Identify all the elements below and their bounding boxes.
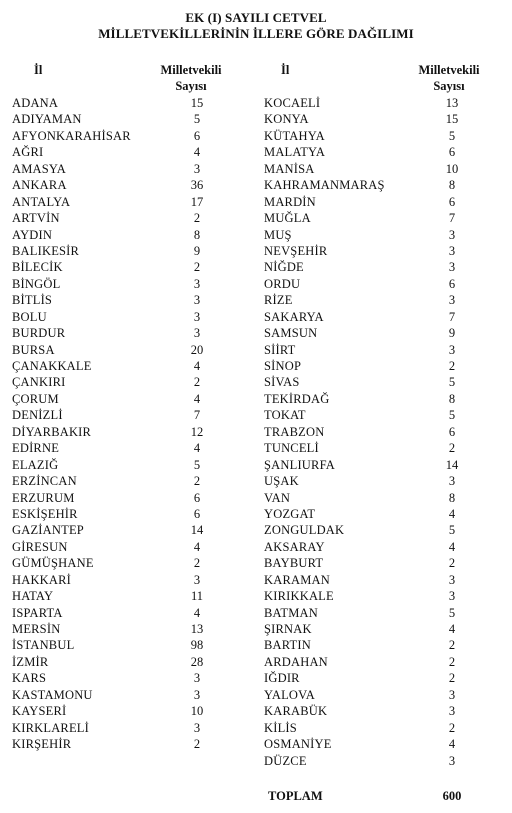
deputy-count: 3 bbox=[193, 720, 201, 735]
province-row bbox=[12, 621, 252, 637]
province-name: ARTVİN bbox=[12, 211, 60, 226]
province-row bbox=[12, 128, 252, 144]
deputy-count: 2 bbox=[448, 556, 456, 571]
province-name: MARDİN bbox=[264, 194, 316, 209]
deputy-count: 2 bbox=[448, 359, 456, 373]
province-row bbox=[264, 194, 504, 210]
deputy-count: 6 bbox=[448, 145, 456, 160]
deputy-count: 8 bbox=[448, 391, 456, 406]
deputy-count: 3 bbox=[193, 309, 201, 324]
province-row bbox=[12, 670, 252, 686]
deputy-count: 3 bbox=[448, 572, 456, 587]
province-row bbox=[264, 407, 504, 423]
deputy-count: 20 bbox=[190, 342, 204, 357]
province-row bbox=[12, 490, 252, 506]
deputy-count: 3 bbox=[448, 227, 456, 242]
province-row bbox=[12, 358, 252, 374]
province-row bbox=[264, 111, 504, 127]
province-name: TRABZON bbox=[264, 424, 325, 439]
province-row bbox=[264, 720, 504, 736]
province-row bbox=[12, 144, 252, 160]
province-name: ZONGULDAK bbox=[264, 523, 345, 538]
deputy-count: 5 bbox=[193, 457, 201, 472]
province-name: ADIYAMAN bbox=[12, 112, 82, 127]
deputy-count: 8 bbox=[193, 227, 201, 242]
province-row bbox=[264, 703, 504, 719]
province-name: VAN bbox=[264, 490, 291, 505]
province-name: BALIKESİR bbox=[12, 243, 80, 258]
province-row bbox=[12, 407, 252, 423]
province-name: ÇANKIRI bbox=[12, 375, 66, 390]
deputy-count: 98 bbox=[190, 638, 204, 653]
deputy-count: 3 bbox=[448, 342, 456, 357]
deputy-count: 4 bbox=[193, 145, 201, 160]
province-name: YALOVA bbox=[264, 687, 315, 702]
deputy-count: 3 bbox=[193, 293, 201, 308]
deputy-count: 8 bbox=[448, 490, 456, 505]
province-row bbox=[264, 424, 504, 440]
province-row bbox=[264, 161, 504, 177]
deputy-count: 4 bbox=[193, 391, 201, 406]
province-name: BATMAN bbox=[264, 605, 318, 620]
province-name: SAKARYA bbox=[264, 309, 324, 324]
province-name: KİLİS bbox=[264, 720, 297, 735]
deputy-count: 3 bbox=[448, 243, 456, 258]
deputy-count: 2 bbox=[193, 737, 201, 752]
province-name: TUNCELİ bbox=[264, 441, 319, 456]
deputy-count: 6 bbox=[193, 506, 201, 521]
total-value: 600 bbox=[442, 789, 462, 803]
deputy-count: 3 bbox=[448, 293, 456, 308]
deputy-count: 5 bbox=[448, 408, 456, 423]
deputy-count: 7 bbox=[448, 211, 456, 226]
province-row bbox=[12, 342, 252, 358]
deputy-count: 15 bbox=[190, 96, 204, 110]
province-name: BURSA bbox=[12, 342, 55, 357]
province-row bbox=[264, 753, 504, 769]
province-name: AFYONKARAHİSAR bbox=[12, 128, 131, 143]
deputy-count: 14 bbox=[190, 523, 204, 538]
province-name: GAZİANTEP bbox=[12, 523, 84, 538]
province-name: RİZE bbox=[264, 293, 293, 308]
province-name: BOLU bbox=[12, 309, 47, 324]
province-row bbox=[12, 177, 252, 193]
left-province-header: İl bbox=[34, 63, 43, 77]
province-name: SİİRT bbox=[264, 342, 296, 357]
deputy-count: 3 bbox=[448, 704, 456, 719]
province-name: ŞANLIURFA bbox=[264, 457, 336, 472]
province-row bbox=[12, 654, 252, 670]
province-name: BAYBURT bbox=[264, 556, 324, 571]
right-province-list bbox=[264, 95, 504, 769]
province-row bbox=[12, 292, 252, 308]
deputy-count: 3 bbox=[448, 589, 456, 604]
deputy-count: 11 bbox=[190, 589, 204, 604]
province-row bbox=[12, 227, 252, 243]
deputy-count: 6 bbox=[193, 490, 201, 505]
province-name: ŞIRNAK bbox=[264, 622, 312, 636]
province-row bbox=[12, 605, 252, 621]
province-row bbox=[264, 572, 504, 588]
province-row bbox=[12, 194, 252, 210]
province-row bbox=[12, 572, 252, 588]
province-name: KARS bbox=[12, 671, 47, 686]
province-row bbox=[264, 473, 504, 489]
deputy-count: 2 bbox=[448, 638, 456, 653]
deputy-count: 5 bbox=[448, 375, 456, 390]
deputy-count: 15 bbox=[445, 112, 459, 127]
province-row bbox=[264, 374, 504, 390]
province-row bbox=[264, 522, 504, 538]
province-name: ÇANAKKALE bbox=[12, 359, 92, 373]
total-label: TOPLAM bbox=[268, 789, 323, 803]
deputy-count: 7 bbox=[448, 309, 456, 324]
deputy-count: 4 bbox=[193, 539, 201, 554]
province-name: ÇORUM bbox=[12, 391, 59, 406]
province-row bbox=[12, 243, 252, 259]
province-name: BURDUR bbox=[12, 326, 66, 341]
province-row bbox=[12, 736, 252, 752]
province-name: SİVAS bbox=[264, 375, 300, 390]
province-name: KAYSERİ bbox=[12, 704, 67, 719]
province-name: AĞRI bbox=[12, 145, 44, 160]
deputy-count: 4 bbox=[448, 622, 456, 636]
deputy-count: 4 bbox=[193, 605, 201, 620]
province-name: BARTIN bbox=[264, 638, 311, 653]
deputy-count: 28 bbox=[190, 654, 204, 669]
province-row bbox=[264, 605, 504, 621]
province-name: ORDU bbox=[264, 276, 301, 291]
province-name: HAKKARİ bbox=[12, 572, 72, 587]
province-name: ISPARTA bbox=[12, 605, 63, 620]
province-row bbox=[12, 555, 252, 571]
province-row bbox=[264, 588, 504, 604]
province-row bbox=[264, 539, 504, 555]
province-row bbox=[12, 259, 252, 275]
deputy-count: 17 bbox=[190, 194, 204, 209]
province-name: KÜTAHYA bbox=[264, 128, 325, 143]
province-name: KASTAMONU bbox=[12, 687, 93, 702]
deputy-count: 12 bbox=[190, 424, 204, 439]
province-name: KARAMAN bbox=[264, 572, 330, 587]
deputy-count: 3 bbox=[448, 753, 456, 768]
deputy-count: 3 bbox=[448, 474, 456, 489]
province-row bbox=[264, 391, 504, 407]
province-row bbox=[264, 259, 504, 275]
deputy-count: 6 bbox=[448, 194, 456, 209]
deputy-count: 5 bbox=[448, 523, 456, 538]
province-row bbox=[12, 703, 252, 719]
deputy-count: 6 bbox=[193, 128, 201, 143]
province-row bbox=[12, 506, 252, 522]
province-row bbox=[12, 309, 252, 325]
deputy-count: 2 bbox=[448, 671, 456, 686]
deputy-count: 6 bbox=[448, 276, 456, 291]
deputy-count: 3 bbox=[193, 687, 201, 702]
province-name: DİYARBAKIR bbox=[12, 424, 92, 439]
province-name: ANTALYA bbox=[12, 194, 71, 209]
province-name: KAHRAMANMARAŞ bbox=[264, 178, 385, 193]
province-name: TEKİRDAĞ bbox=[264, 391, 330, 406]
province-row bbox=[264, 637, 504, 653]
deputy-count: 4 bbox=[193, 359, 201, 373]
province-name: MUŞ bbox=[264, 227, 292, 242]
deputy-count: 3 bbox=[193, 326, 201, 341]
deputy-count: 2 bbox=[448, 654, 456, 669]
province-row bbox=[12, 325, 252, 341]
province-row bbox=[264, 457, 504, 473]
province-row bbox=[264, 506, 504, 522]
province-row bbox=[12, 276, 252, 292]
deputy-count: 7 bbox=[193, 408, 201, 423]
province-row bbox=[12, 473, 252, 489]
deputy-count: 5 bbox=[193, 112, 201, 127]
province-name: MUĞLA bbox=[264, 211, 311, 226]
province-name: MANİSA bbox=[264, 161, 315, 176]
province-row bbox=[12, 391, 252, 407]
province-row bbox=[12, 687, 252, 703]
province-name: KOCAELİ bbox=[264, 96, 321, 110]
deputy-count: 13 bbox=[445, 96, 459, 110]
province-name: AYDIN bbox=[12, 227, 53, 242]
deputy-count: 36 bbox=[190, 178, 204, 193]
province-name: BİTLİS bbox=[12, 293, 53, 308]
right-count-header-line2: Sayısı bbox=[433, 79, 465, 93]
province-row bbox=[264, 243, 504, 259]
province-name: NİĞDE bbox=[264, 260, 304, 275]
province-name: GÜMÜŞHANE bbox=[12, 556, 94, 571]
deputy-count: 2 bbox=[193, 260, 201, 275]
deputy-count: 3 bbox=[448, 260, 456, 275]
province-row bbox=[264, 292, 504, 308]
province-row bbox=[264, 342, 504, 358]
province-row bbox=[264, 144, 504, 160]
deputy-count: 5 bbox=[448, 128, 456, 143]
province-row bbox=[264, 276, 504, 292]
left-count-header bbox=[150, 63, 232, 93]
left-count-header-line2: Sayısı bbox=[175, 79, 207, 93]
province-row bbox=[264, 325, 504, 341]
deputy-count: 3 bbox=[193, 572, 201, 587]
province-name: DÜZCE bbox=[264, 753, 307, 768]
deputy-count: 8 bbox=[448, 178, 456, 193]
province-row bbox=[264, 555, 504, 571]
province-row bbox=[264, 670, 504, 686]
province-name: EDİRNE bbox=[12, 441, 60, 456]
province-row bbox=[264, 621, 504, 637]
province-name: DENİZLİ bbox=[12, 408, 63, 423]
deputy-count: 4 bbox=[448, 539, 456, 554]
deputy-count: 4 bbox=[448, 506, 456, 521]
province-name: KIRIKKALE bbox=[264, 589, 334, 604]
deputy-count: 9 bbox=[193, 243, 201, 258]
province-name: KIRKLARELİ bbox=[12, 720, 89, 735]
province-name: SAMSUN bbox=[264, 326, 318, 341]
province-name: AKSARAY bbox=[264, 539, 325, 554]
province-name: GİRESUN bbox=[12, 539, 68, 554]
document-subtitle: MİLLETVEKİLLERİNİN İLLERE GÖRE DAĞILIMI bbox=[98, 26, 414, 41]
province-row bbox=[264, 177, 504, 193]
province-row bbox=[264, 309, 504, 325]
document-title: EK (I) SAYILI CETVEL bbox=[185, 10, 327, 25]
province-name: KIRŞEHİR bbox=[12, 737, 72, 752]
province-row bbox=[264, 440, 504, 456]
province-name: OSMANİYE bbox=[264, 737, 332, 752]
province-row bbox=[12, 522, 252, 538]
province-name: SİNOP bbox=[264, 359, 302, 373]
province-row bbox=[264, 227, 504, 243]
province-row bbox=[12, 161, 252, 177]
province-name: KARABÜK bbox=[264, 704, 328, 719]
province-name: İSTANBUL bbox=[12, 638, 75, 653]
province-row bbox=[264, 736, 504, 752]
province-row bbox=[264, 490, 504, 506]
deputy-count: 9 bbox=[448, 326, 456, 341]
province-name: MERSİN bbox=[12, 622, 61, 636]
province-name: HATAY bbox=[12, 589, 54, 604]
province-name: IĞDIR bbox=[264, 671, 300, 686]
province-name: BİNGÖL bbox=[12, 276, 61, 291]
province-row bbox=[264, 654, 504, 670]
province-name: TOKAT bbox=[264, 408, 306, 423]
province-name: MALATYA bbox=[264, 145, 326, 160]
left-province-list bbox=[12, 95, 252, 753]
province-name: AMASYA bbox=[12, 161, 66, 176]
province-row bbox=[264, 358, 504, 374]
province-name: BİLECİK bbox=[12, 260, 63, 275]
deputy-count: 3 bbox=[193, 276, 201, 291]
province-row bbox=[264, 210, 504, 226]
deputy-count: 4 bbox=[448, 737, 456, 752]
deputy-count: 3 bbox=[193, 161, 201, 176]
province-name: ANKARA bbox=[12, 178, 67, 193]
province-name: ADANA bbox=[12, 96, 59, 110]
province-name: KONYA bbox=[264, 112, 309, 127]
deputy-count: 14 bbox=[445, 457, 459, 472]
province-row bbox=[12, 588, 252, 604]
deputy-count: 2 bbox=[193, 556, 201, 571]
province-name: ELAZIĞ bbox=[12, 457, 59, 472]
deputy-count: 2 bbox=[448, 720, 456, 735]
province-name: ESKİŞEHİR bbox=[12, 506, 78, 521]
deputy-count: 3 bbox=[193, 671, 201, 686]
province-row bbox=[12, 637, 252, 653]
province-name: UŞAK bbox=[264, 474, 299, 489]
deputy-count: 6 bbox=[448, 424, 456, 439]
province-name: YOZGAT bbox=[264, 506, 316, 521]
deputy-count: 10 bbox=[190, 704, 204, 719]
province-row bbox=[12, 424, 252, 440]
province-name: İZMİR bbox=[12, 654, 49, 669]
province-row bbox=[12, 374, 252, 390]
right-count-header bbox=[408, 63, 490, 93]
province-row bbox=[264, 95, 504, 111]
deputy-count: 13 bbox=[190, 622, 204, 636]
province-row bbox=[12, 539, 252, 555]
deputy-count: 3 bbox=[448, 687, 456, 702]
province-row bbox=[12, 440, 252, 456]
right-count-header-line1: Milletvekili bbox=[418, 63, 480, 77]
province-name: ARDAHAN bbox=[264, 654, 328, 669]
province-row bbox=[12, 457, 252, 473]
province-name: NEVŞEHİR bbox=[264, 243, 328, 258]
province-name: ERZURUM bbox=[12, 490, 75, 505]
deputy-count: 2 bbox=[193, 474, 201, 489]
province-row bbox=[264, 128, 504, 144]
province-row bbox=[12, 720, 252, 736]
province-row bbox=[12, 95, 252, 111]
deputy-count: 4 bbox=[193, 441, 201, 456]
deputy-count: 2 bbox=[448, 441, 456, 456]
deputy-count: 2 bbox=[193, 211, 201, 226]
province-row bbox=[12, 111, 252, 127]
deputy-count: 5 bbox=[448, 605, 456, 620]
province-row bbox=[264, 687, 504, 703]
deputy-count: 10 bbox=[445, 161, 459, 176]
left-count-header-line1: Milletvekili bbox=[160, 63, 222, 77]
right-province-header: İl bbox=[281, 63, 290, 77]
deputy-count: 2 bbox=[193, 375, 201, 390]
province-name: ERZİNCAN bbox=[12, 474, 77, 489]
province-row bbox=[12, 210, 252, 226]
